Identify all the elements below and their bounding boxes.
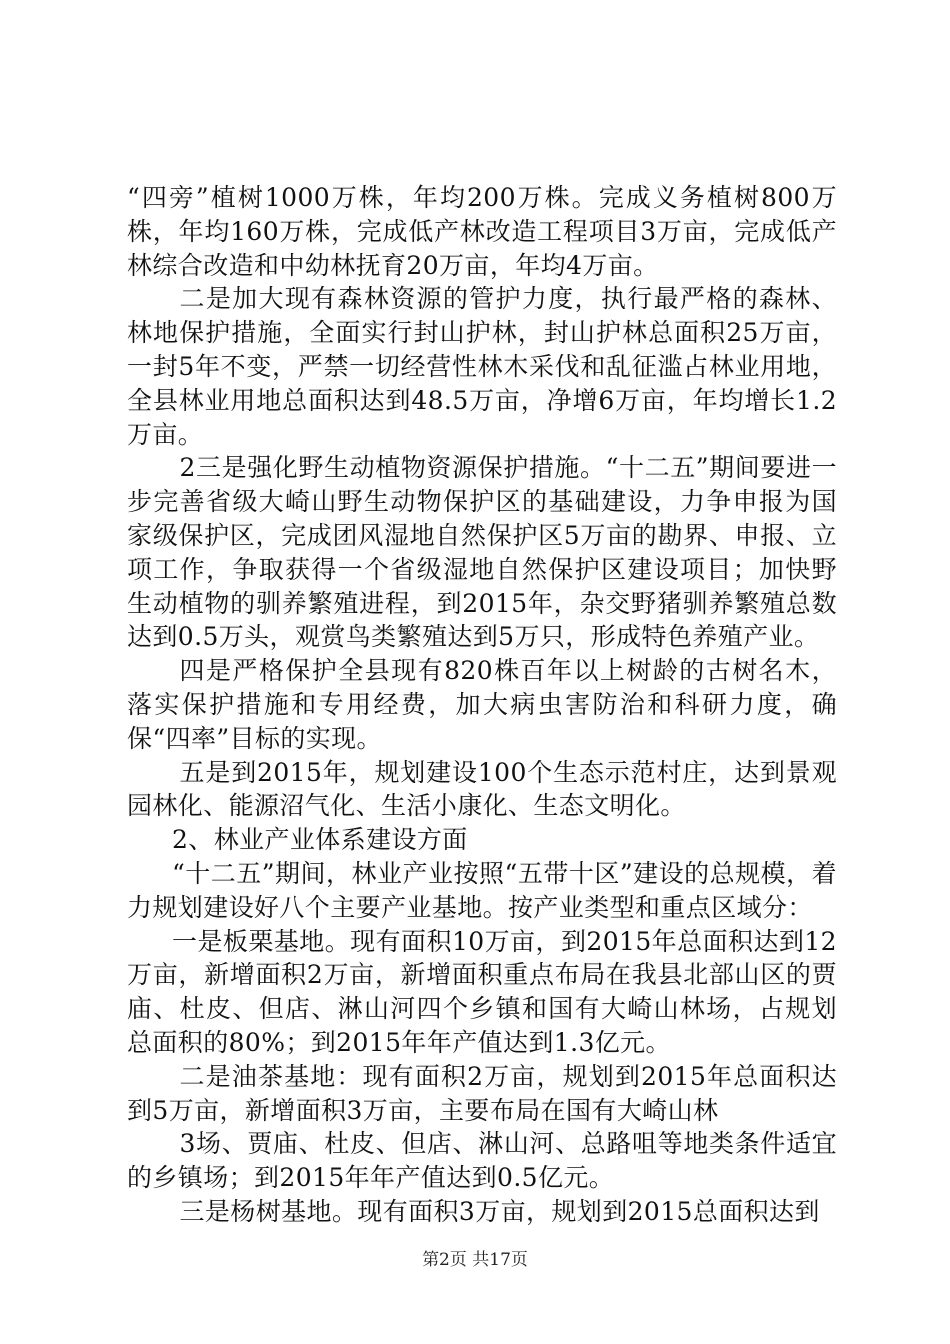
paragraph-four-side-planting: “四旁”植树1000万株，年均200万株。完成义务植树800万株，年均160万株，完成低产林改造工程项目3万亩，完成低产林综合改造和中幼林抚育20万亩，年均4万亩。 — [127, 183, 837, 280]
paragraph-ancient-trees: 四是严格保护全县现有820株百年以上树龄的古树名木，落实保护措施和专用经费，加大病虫害防治和科研力度，确保“四率”目标的实现。 — [127, 656, 837, 753]
page-footer: 第2页 共17页 — [422, 1250, 528, 1270]
section-heading-forestry-industry: 2、林业产业体系建设方面 — [172, 825, 468, 855]
paragraph-poplar-base: 三是杨树基地。现有面积3万亩，规划到2015总面积达到 — [179, 1196, 820, 1226]
paragraph-wildlife-protection: 2三是强化野生动植物资源保护措施。“十二五”期间要进一步完善省级大崎山野生动物保护区的基础建设，力争申报为国家级保护区，完成团风湿地自然保护区5万亩的勘界、申报、立项工作，争取获得一个省级湿地自然保护区建设项目；加快野生动植物的驯养繁殖进程，到2015年，杂交野猪驯养繁殖总数达到0.5万头，观赏鸟类繁殖达到5万只，形成特色养殖产业。 — [127, 453, 837, 652]
paragraph-industry-plan: “十二五”期间，林业产业按照“五带十区”建设的总规模，着力规划建设好八个主要产业基地。按产业类型和重点区域分： — [127, 858, 837, 922]
paragraph-oil-tea-base: 二是油茶基地：现有面积2万亩，规划到2015年总面积达到5万亩，新增面积3万亩，主要布局在国有大崎山林 — [127, 1061, 837, 1125]
paragraph-chestnut-base: 一是板栗基地。现有面积10万亩，到2015年总面积达到12万亩，新增面积2万亩，新增面积重点布局在我县北部山区的贾庙、杜皮、但店、淋山河四个乡镇和国有大崎山林场，占规划总面积的80%；到2015年年产值达到1.3亿元。 — [127, 926, 837, 1057]
paragraph-oil-tea-base-continued: 3场、贾庙、杜皮、但店、淋山河、总路咀等地类条件适宜的乡镇场；到2015年年产值达到0.5亿元。 — [127, 1129, 837, 1193]
document-body — [127, 181, 837, 1229]
paragraph-ecological-villages: 五是到2015年，规划建设100个生态示范村庄，达到景观园林化、能源沼气化、生活小康化、生态文明化。 — [127, 757, 837, 821]
paragraph-forest-protection: 二是加大现有森林资源的管护力度，执行最严格的森林、林地保护措施，全面实行封山护林，封山护林总面积25万亩，一封5年不变，严禁一切经营性林木采伐和乱征滥占林业用地，全县林业用地总面积达到48.5万亩，净增6万亩，年均增长1.2万亩。 — [127, 284, 837, 449]
